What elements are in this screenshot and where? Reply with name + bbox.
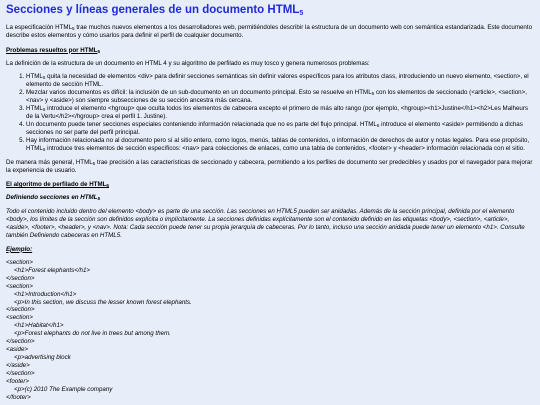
- code-line: <p>(c) 2010 The Example company: [14, 385, 113, 393]
- defining-sections-heading: [6, 194, 534, 202]
- problem-text-b: con los elementos de seccionado (<article>, <section>, <nav> y <aside>) son siempre subsecciones de su sección ancestra más cercana.: [26, 88, 527, 104]
- html5-sub: 5: [42, 74, 46, 80]
- problem-text-b: introduce el elemento <hgroup> que oculta todos los elementos de cabecera excepto el primero de más alto rango (por ejemplo, <hgroup><h1>Justine</h1><h2>Les Malheurs de la Vertu</h2></hgroup> crea el perfil 1. Justine).: [26, 104, 529, 120]
- problem-text-b: introduce tres elementos de sección específicos: <nav> para colecciones de enlaces, como una tabla de contenidos, <footer> y <header> información relacionada con el sitio.: [45, 145, 525, 153]
- code-line: <h1>Habitat</h1>: [14, 322, 64, 330]
- intro-text-b: trae muchos nuevos elementos a los desarrolladores web, permitiéndoles describir la estructura de un documento web con semántica estandarizada. Este documento describe estos elementos y cómo usarlos para definir el perfil de cualquier documento.: [6, 24, 533, 40]
- code-example: [6, 259, 534, 402]
- code-line: <footer>: [6, 377, 30, 385]
- problem-text-b: quita la necesidad de elementos <div> para definir secciones semánticas sin definir valores específicos para los atributos class, introduciendo un nuevo elemento, <section>, el elemento de sección HTML.: [26, 72, 529, 88]
- html5-sub: 5: [72, 26, 75, 32]
- html5-sub: 5: [97, 48, 101, 54]
- summary-text-b: trae precisión a las características de seccionado y cabecera, permitiendo a los perfiles de documento ser predecibles y usados por el navegador para mejorar la experiencia de usuario.: [6, 159, 533, 175]
- problem-item: [26, 121, 534, 137]
- problem-text-a: Hay información relacionada no al documento pero sí al sitio entero, como logos, menús, tablas de contenidos, o información de derechos de autor y notas legales. Para ese propósito, HTML: [26, 137, 530, 153]
- code-line: <section>: [6, 282, 33, 290]
- algorithm-heading: [6, 181, 534, 189]
- summary-text-a: De manera más general, HTML: [6, 159, 93, 167]
- problem-text-a: Un documento puede tener secciones especiales conteniendo información relacionada que no es parte del flujo principal. HTML: [26, 121, 377, 129]
- defining-sections-heading-text: Definiendo secciones en HTML: [6, 194, 98, 202]
- example-heading: Ejemplo:: [6, 245, 33, 253]
- code-line: </section>: [6, 306, 35, 314]
- code-line: <h1>Introduction</h1>: [14, 290, 77, 298]
- summary-paragraph: [6, 159, 534, 175]
- code-line: </section>: [6, 338, 35, 346]
- html5-sub: 5: [376, 123, 380, 129]
- code-line: <p>In this section, we discuss the lesser known forest elephants.: [14, 298, 192, 306]
- html5-sub: 5: [92, 161, 96, 167]
- code-line: </aside>: [6, 362, 30, 370]
- page-title-text: Secciones y líneas generales de un documento HTML: [6, 4, 300, 16]
- code-line: <p>advertising block: [14, 354, 71, 362]
- html5-sub: 5: [42, 147, 46, 153]
- problem-item: [26, 105, 534, 121]
- problem-item: [26, 89, 534, 105]
- problem-text-a: HTML: [26, 104, 43, 112]
- html5-sub: 5: [42, 106, 46, 112]
- problems-heading: [6, 47, 534, 55]
- code-line: <section>: [6, 258, 33, 266]
- problem-text-a: Mezclar varios documentos es difícil: la inclusión de un sub-documento en un documento principal. Esto se resuelve en HTML: [26, 88, 372, 96]
- problems-intro: La definición de la estructura de un documento en HTML 4 y su algoritmo de perfilado es muy tosco y genera numerosos problemas:: [6, 59, 370, 67]
- problem-text-b: introduce el elemento <aside> permitiendo a dichas secciones no ser parte del perfil principal.: [26, 121, 523, 137]
- problems-heading-text: Problemas resueltos por HTML: [6, 46, 98, 54]
- problem-item: [26, 137, 534, 153]
- defining-sections-text: Todo el contenido incluido dentro del elemento <body> es parte de una sección. Las secciones en HTML5 pueden ser anidadas. Además de la sección principal, definida por el elemento <body>, los límites de la sección son definidos explícita o implícitamente. La secciones definidas explícitamente son el contenido definido en las etiquetas <body>, <section>, <article>, <aside>, <footer>, <header>, y <nav>. Nota: Cada sección puede tener su propia jerarquía de cabeceras. Por lo tanto, incluso una sección anidada puede tener un elemento <h1>. Consulte también Definiendo cabeceras en HTML5.: [6, 207, 525, 239]
- code-line: <section>: [6, 314, 33, 322]
- html5-sub: 5: [97, 196, 101, 202]
- algorithm-heading-text: El algoritmo de perfilado de HTML: [6, 181, 107, 189]
- page-title: [6, 4, 534, 18]
- code-line: <p>Forest elephants do not live in trees but among them.: [14, 330, 171, 338]
- problems-list: [6, 73, 534, 154]
- code-line: <aside>: [6, 346, 29, 354]
- intro-paragraph: [6, 24, 534, 40]
- intro-text-a: La especificación HTML: [6, 24, 73, 32]
- problem-item: [26, 73, 534, 89]
- code-line: </footer>: [6, 393, 31, 401]
- code-line: </section>: [6, 369, 35, 377]
- code-line: </section>: [6, 274, 35, 282]
- html5-sub: 5: [106, 183, 109, 189]
- code-line: <h1>Forest elephants</h1>: [14, 266, 91, 274]
- html5-sub: 5: [371, 90, 375, 96]
- problem-text-a: HTML: [26, 72, 43, 80]
- page-title-sub: 5: [299, 10, 304, 17]
